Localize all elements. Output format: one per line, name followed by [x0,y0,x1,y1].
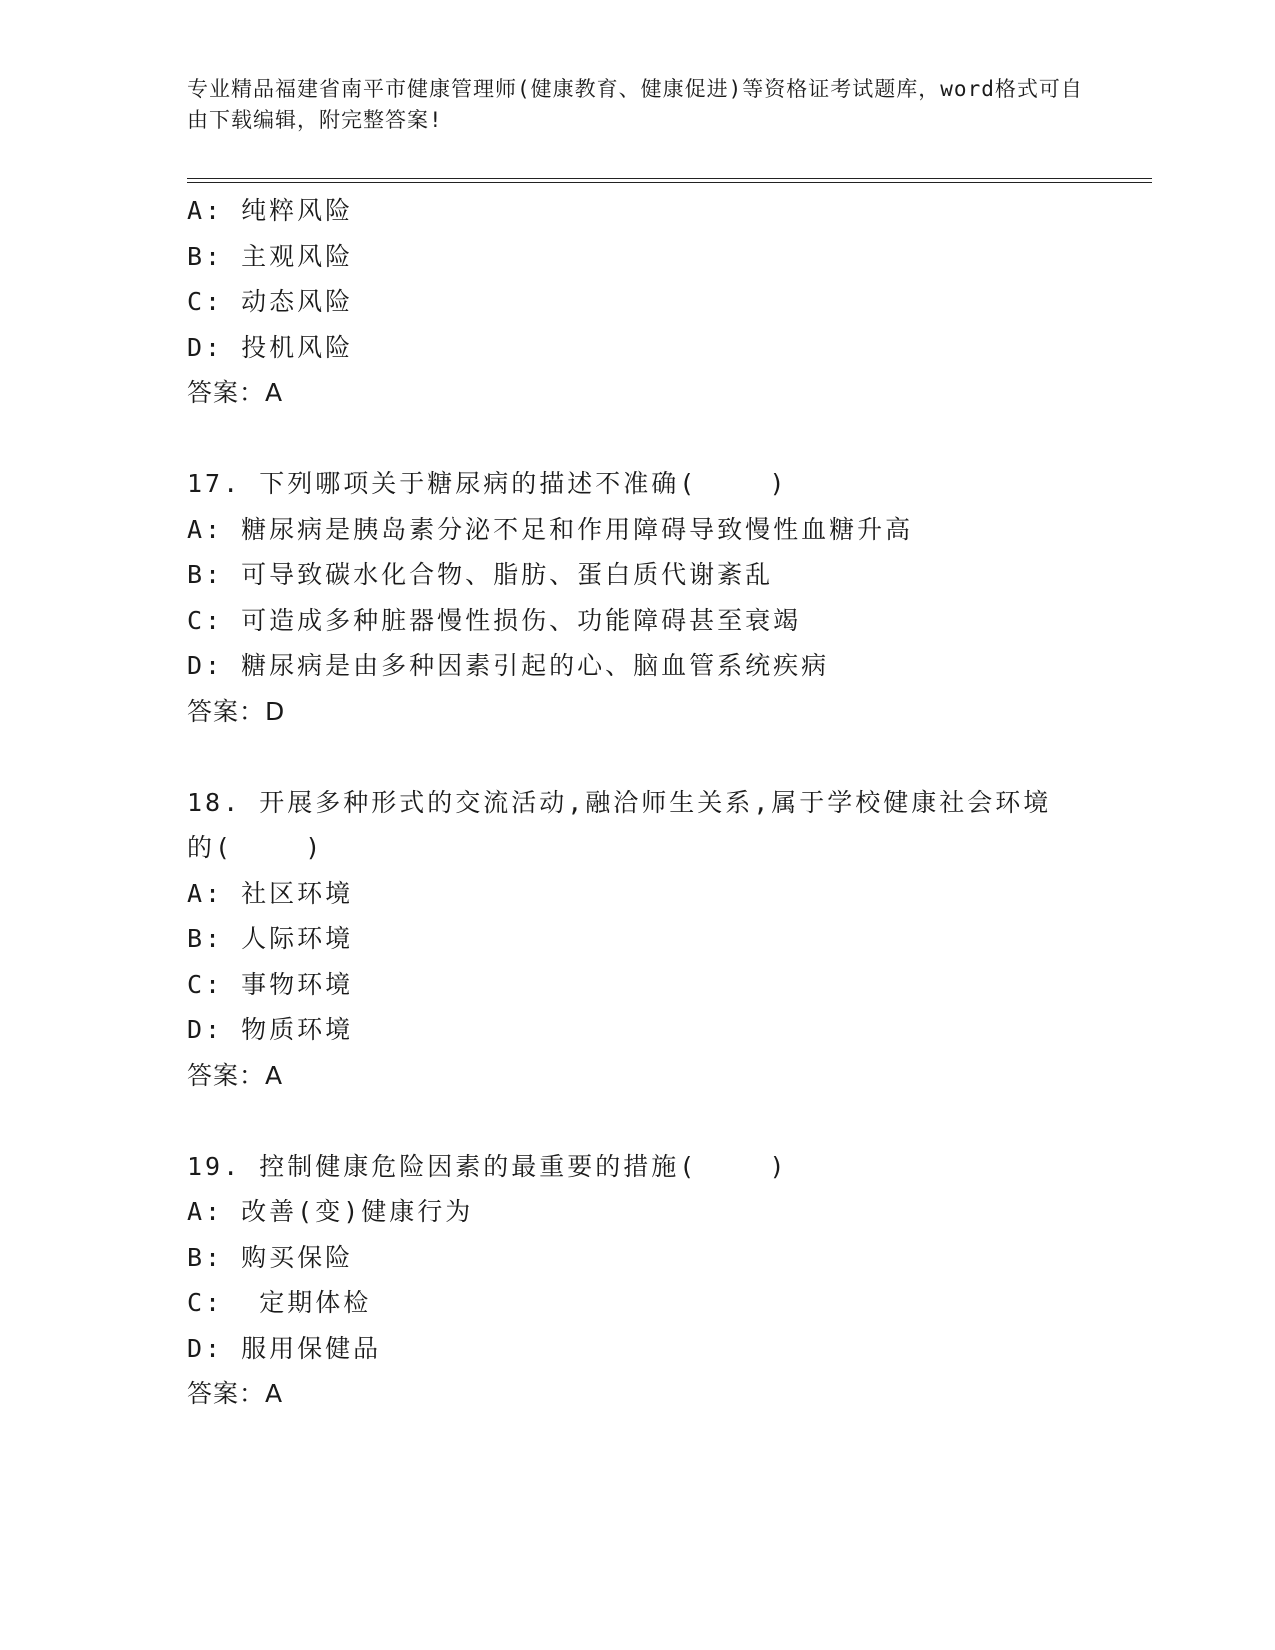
question-list [187,188,1152,1417]
option-d: D: 服用保健品 [187,1333,382,1363]
spacer [187,416,1152,462]
spacer [187,1098,1152,1144]
answer-line: 答案：A [187,1060,284,1090]
option-d: D: 物质环境 [187,1015,354,1044]
option-b: B: 可导致碳水化合物、脂肪、蛋白质代谢紊乱 [187,560,774,589]
option-a: A: 糖尿病是胰岛素分泌不足和作用障碍导致慢性血糖升高 [187,514,914,544]
question-stem-continued: 的( ) [187,833,324,862]
question-stem: 17. 下列哪项关于糖尿病的描述不准确( ) [187,469,788,498]
option-d: D: 投机风险 [187,332,354,362]
option-a: A: 社区环境 [187,878,354,908]
option-a: A: 改善(变)健康行为 [187,1197,474,1226]
option-a: A: 纯粹风险 [187,196,354,225]
question-19-block [187,1144,1152,1417]
answer-line: 答案：D [187,696,286,726]
question-17-block [187,461,1152,734]
question-stem: 18. 开展多种形式的交流活动,融洽师生关系,属于学校健康社会环境 [187,787,1052,817]
option-c: C: 可造成多种脏器慢性损伤、功能障碍甚至衰竭 [187,605,802,635]
spacer [187,734,1152,780]
question-16-block [187,188,1152,416]
question-18-block [187,780,1152,1099]
option-c: C: 动态风险 [187,287,354,316]
option-b: B: 购买保险 [187,1242,354,1272]
option-c: C: 定期体检 [187,1288,372,1317]
option-d: D: 糖尿病是由多种因素引起的心、脑血管系统疾病 [187,651,830,680]
header-divider [187,178,1152,183]
answer-line: 答案：A [187,1379,284,1408]
document-header: 专业精品福建省南平市健康管理师(健康教育、健康促进)等资格证考试题库，word格式可自由下载编辑，附完整答案! [187,77,1083,132]
answer-line: 答案：A [187,378,284,407]
option-c: C: 事物环境 [187,969,354,999]
option-b: B: 主观风险 [187,241,354,271]
question-stem: 19. 控制健康危险因素的最重要的措施( ) [187,1151,788,1181]
option-b: B: 人际环境 [187,924,354,953]
